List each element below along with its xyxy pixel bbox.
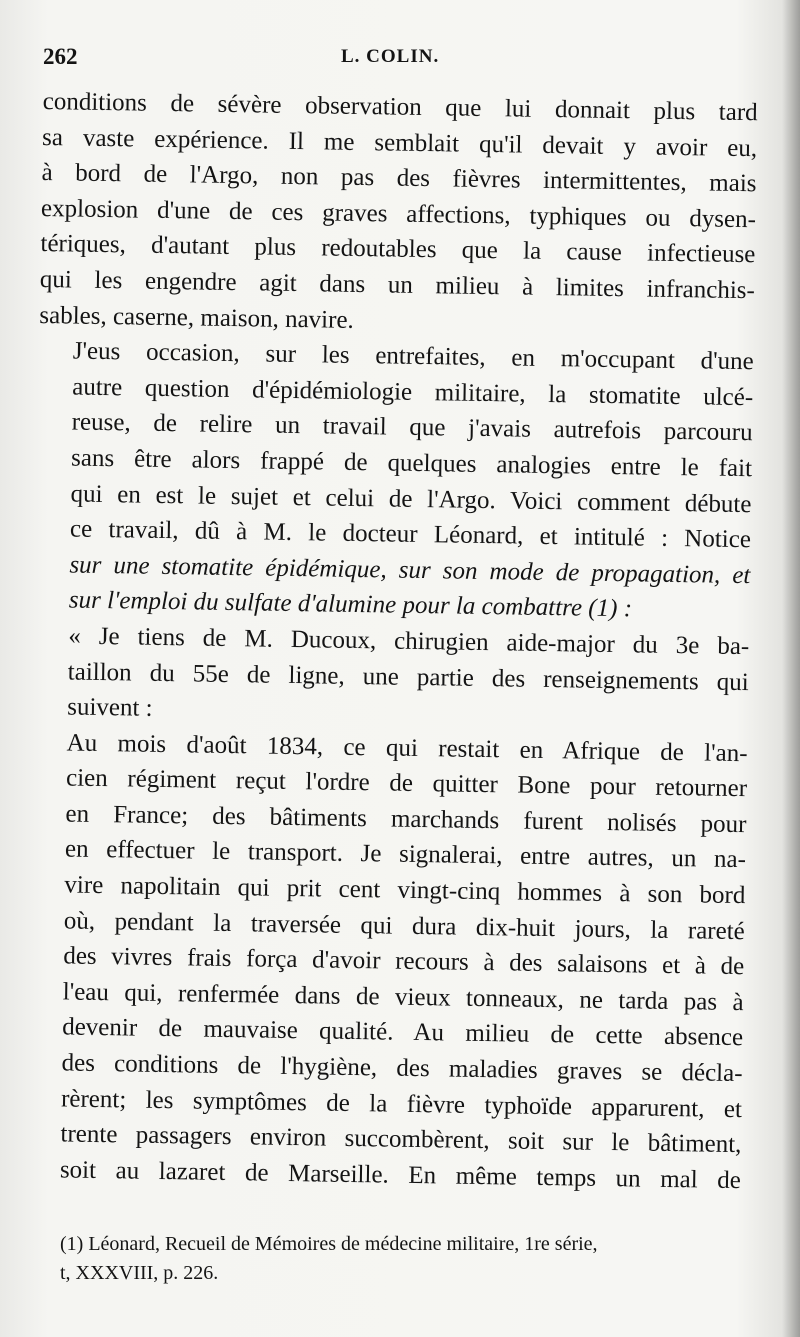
- paragraph-2: [35, 333, 754, 629]
- text-line: en France; des bâtiments marchands furent nolisés pour: [65, 800, 747, 839]
- text-line: trente passagers environ succombèrent, soit sur le bâtiment,: [60, 1120, 742, 1159]
- text-line: rèrent; les symptômes de la fièvre typhoïde apparurent, et: [60, 1085, 743, 1123]
- text-line: J'eus occasion, sur les entrefaites, en m'occupant d'une: [72, 337, 754, 376]
- text-line: à bord de l'Argo, non pas des fièvres intermittentes, mais: [41, 159, 757, 198]
- text-line: taillon du 55e de ligne, une partie des renseignements qui: [67, 657, 749, 696]
- text-line: sans être alors frappé de quelques analogies entre le fait: [70, 444, 753, 483]
- text-line: où, pendant la traversée qui dura dix-huit jours, la rareté: [63, 907, 745, 945]
- footnote: [60, 1230, 760, 1288]
- text-line: « Je tiens de M. Ducoux, chirugien aide-major du 3e ba-: [68, 622, 750, 661]
- page-header: [43, 40, 763, 80]
- text-line: Au mois d'août 1834, ce qui restait en Afrique de l'an-: [66, 729, 748, 767]
- paragraph-3: [33, 618, 750, 736]
- text-line: tériques, d'autant plus redoutables que la cause infectieuse: [40, 230, 756, 269]
- text-line-italic: sur une stomatite épidémique, sur son mode de propagation, et: [69, 551, 751, 589]
- text-line: l'eau qui, renfermée dans de vieux tonneaux, ne tarda pas à: [62, 978, 744, 1016]
- text-line: qui les engendre agit dans un milieu à limites infranchis-: [39, 265, 756, 305]
- text-line: sables, caserne, maison, navire.: [39, 301, 355, 334]
- text-line: suivent :: [67, 693, 153, 722]
- page-edge-shadow: [782, 0, 800, 1337]
- footnote-line: t, XXXVIII, p. 226.: [60, 1262, 219, 1284]
- text-line: qui en est le sujet et celui de l'Argo. Voici comment débute: [70, 480, 752, 518]
- text-line: reuse, de relire un travail que j'avais autrefois parcouru: [71, 408, 753, 447]
- page-number: 262: [43, 44, 78, 69]
- body-text: [26, 84, 758, 1199]
- paragraph-4: [26, 725, 748, 1199]
- text-line: autre question d'épidémiologie militaire, la stomatite ulcé-: [72, 373, 754, 411]
- text-line: des vivres frais força d'avoir recours à des salaisons et à de: [63, 942, 745, 981]
- text-line: cien régiment reçut l'ordre de quitter Bone pour retourner: [65, 764, 748, 803]
- text-line: ce travail, dû à M. le docteur Léonard, et intitulé : Notice: [69, 515, 752, 554]
- text-line: en effectuer le transport. Je signalerai, entre autres, un na-: [64, 835, 747, 874]
- text-line: des conditions de l'hygiène, des maladies graves se décla-: [61, 1049, 743, 1088]
- text-line: explosion d'une de ces graves affections, typhiques ou dysen-: [40, 194, 757, 233]
- text-line: vire napolitain qui prit cent vingt-cinq hommes à son bord: [64, 871, 746, 910]
- text-line: soit au lazaret de Marseille. En même temps un mal de: [59, 1156, 742, 1194]
- text-line: conditions de sévère observation que lui donnait plus tard: [42, 87, 758, 127]
- text-line-italic: sur l'emploi du sulfate d'alumine pour la combattre (1) :: [68, 586, 633, 623]
- running-head: L. COLIN.: [341, 46, 440, 67]
- text-line: devenir de mauvaise qualité. Au milieu de cette absence: [61, 1013, 744, 1052]
- footnote-line: (1) Léonard, Recueil de Mémoires de médecine militaire, 1re série,: [60, 1233, 598, 1255]
- text-line: sa vaste expérience. Il me semblait qu'il devait y avoir eu,: [41, 123, 758, 162]
- paragraph-1: [39, 84, 758, 344]
